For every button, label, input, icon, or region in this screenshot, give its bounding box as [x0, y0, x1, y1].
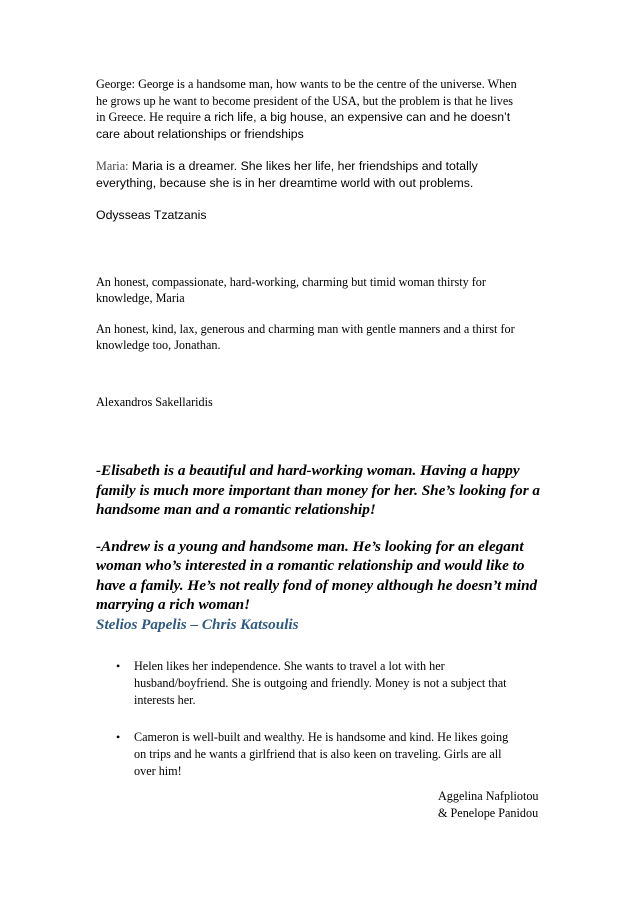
section-elisabeth-andrew — [96, 461, 546, 634]
george-line-3-serif: in Greece. He require — [96, 110, 204, 124]
maria-desc-line-2: knowledge, Maria — [96, 291, 185, 305]
elisabeth-line-1: -Elisabeth is a beautiful and hard-working woman. Having a happy — [96, 462, 520, 479]
author-alexandros: Alexandros Sakellaridis — [96, 394, 213, 409]
section-maria-jonathan — [96, 274, 546, 411]
bullet-icon: • — [116, 659, 121, 673]
helen-line-2: husband/boyfriend. She is outgoing and friendly. Money is not a subject that — [134, 675, 507, 690]
maria-line-1 — [96, 158, 546, 175]
helen-line-3: interests her. — [134, 692, 196, 707]
author-penelope: & Penelope Panidou — [438, 806, 539, 820]
list-item-helen — [96, 658, 546, 708]
george-line-4: care about relationships or friendships — [96, 126, 304, 141]
george-line-1: George: George is a handsome man, how wants to be the centre of the universe. When — [96, 77, 517, 91]
author-aggelina: Aggelina Nafpliotou — [438, 789, 539, 803]
andrew-line-1: -Andrew is a young and handsome man. He’s looking for an elegant — [96, 537, 524, 555]
jonathan-desc-line-2: knowledge too, Jonathan. — [96, 338, 221, 352]
george-line-3 — [96, 109, 546, 126]
cameron-line-3: over him! — [134, 763, 182, 778]
andrew-line-2: woman who’s interested in a romantic relationship and would like to — [96, 557, 525, 574]
author-stelios-chris: Stelios Papelis – Chris Katsoulis — [96, 615, 299, 633]
bullet-icon: • — [116, 730, 121, 745]
george-line-2: he grows up he want to become president of the USA, but the problem is that he lives — [96, 93, 513, 108]
maria-label: Maria: — [96, 159, 129, 173]
elisabeth-line-2: family is much more important than money for her. She’s looking for a — [96, 481, 541, 499]
andrew-line-3: have a family. He’s not really fond of money although he doesn’t mind — [96, 576, 538, 594]
andrew-line-4: marrying a rich woman! — [96, 596, 251, 613]
document-page — [96, 76, 546, 780]
maria-desc-line-1: An honest, compassionate, hard-working, charming but timid woman thirsty for — [96, 274, 486, 289]
cameron-line-2: on trips and he wants a girlfriend that is also keen on traveling. Girls are all — [134, 747, 502, 762]
section-helen-cameron — [96, 658, 546, 780]
list-item-cameron — [96, 729, 546, 779]
elisabeth-line-3: handsome man and a romantic relationship! — [96, 501, 376, 518]
maria-text-1: Maria is a dreamer. She likes her life, her friendships and totally — [128, 159, 478, 173]
george-line-3-sans: a rich life, a big house, an expensive can and he doesn’t — [203, 110, 511, 124]
author-odysseas: Odysseas Tzatzanis — [96, 208, 207, 222]
jonathan-desc-line-1: An honest, kind, lax, generous and charming man with gentle manners and a thirst for — [96, 321, 515, 336]
cameron-line-1: Cameron is well-built and wealthy. He is handsome and kind. He likes going — [134, 730, 509, 745]
maria-line-2: everything, because she is in her dreamtime world with out problems. — [96, 175, 474, 190]
helen-line-1: Helen likes her independence. She wants to travel a lot with her — [134, 659, 445, 673]
section-george-maria — [96, 76, 546, 224]
